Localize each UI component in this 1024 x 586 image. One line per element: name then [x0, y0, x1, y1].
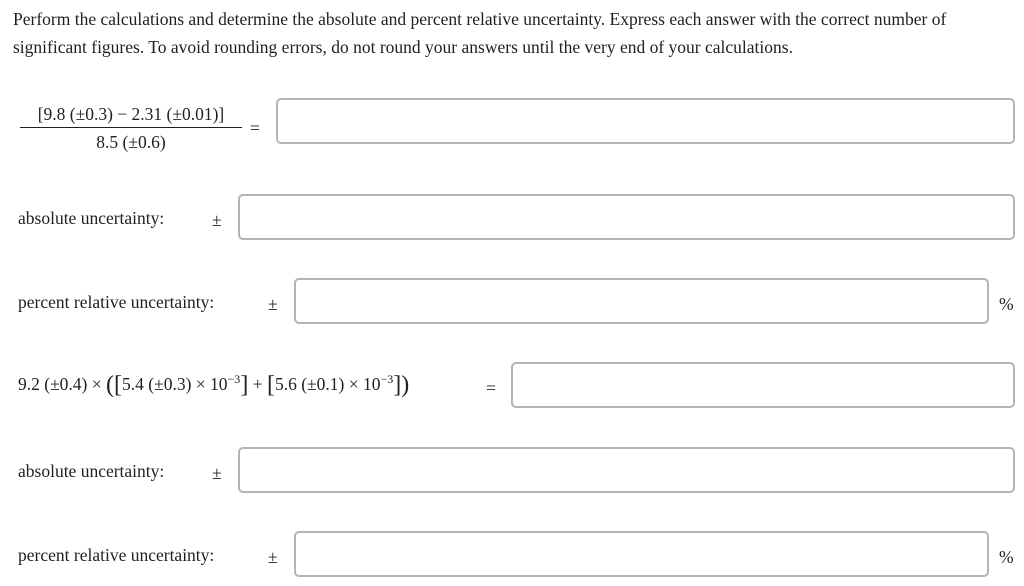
problem2-term2: 5.6 (±0.1) × 10	[274, 374, 381, 394]
problem2-absolute-uncertainty-input[interactable]	[238, 447, 1015, 493]
problem2-expression	[18, 372, 409, 397]
problem1-absolute-uncertainty-label: absolute uncertainty:	[18, 208, 165, 228]
problem1-equals-sign: =	[250, 118, 260, 138]
problem1-fraction	[20, 104, 242, 153]
problem2-term1: 5.4 (±0.3) × 10	[122, 374, 228, 394]
instructions-text: Perform the calculations and determine the absolute and percent relative uncertainty. Express each answer with the correct number of significant figures. To avoid rounding errors, do not round your answers until the very end of your calculations.	[13, 9, 947, 57]
problem1-absolute-pm-sign: ±	[212, 210, 222, 230]
problem2-term2-exponent: −3	[380, 372, 394, 386]
problem2-close-paren: )	[401, 372, 410, 398]
problem2-percent-unit: %	[999, 547, 1014, 567]
problem1-denominator: 8.5 (±0.6)	[96, 132, 166, 152]
problem2-close-bracket-2: ]	[393, 372, 402, 398]
problem2-open-bracket-1: [	[114, 372, 123, 398]
problem1-percent-pm-sign: ±	[268, 294, 278, 314]
problem1-percent-uncertainty-label: percent relative uncertainty:	[18, 292, 215, 312]
problem2-close-bracket-1: ]	[240, 372, 249, 398]
problem2-percent-uncertainty-input[interactable]	[294, 531, 989, 577]
problem1-absolute-uncertainty-input[interactable]	[238, 194, 1015, 240]
problem1-numerator: [9.8 (±0.3) − 2.31 (±0.01)]	[37, 104, 225, 124]
problem2-plus-sign: +	[248, 374, 267, 394]
problem2-equals-sign: =	[486, 378, 496, 398]
problem2-percent-uncertainty-label: percent relative uncertainty:	[18, 545, 215, 565]
problem2-term1-exponent: −3	[227, 372, 241, 386]
problem2-factor: 9.2 (±0.4) ×	[18, 374, 107, 394]
problem2-open-bracket-2: [	[266, 372, 275, 398]
problem2-answer-input[interactable]	[511, 362, 1015, 408]
problem2-percent-pm-sign: ±	[268, 547, 278, 567]
problem2-absolute-pm-sign: ±	[212, 463, 222, 483]
problem2-open-paren: (	[106, 372, 115, 398]
problem1-answer-input[interactable]	[276, 98, 1015, 144]
problem2-absolute-uncertainty-label: absolute uncertainty:	[18, 461, 165, 481]
problem1-percent-unit: %	[999, 294, 1014, 314]
fraction-bar	[20, 127, 242, 128]
problem1-percent-uncertainty-input[interactable]	[294, 278, 989, 324]
